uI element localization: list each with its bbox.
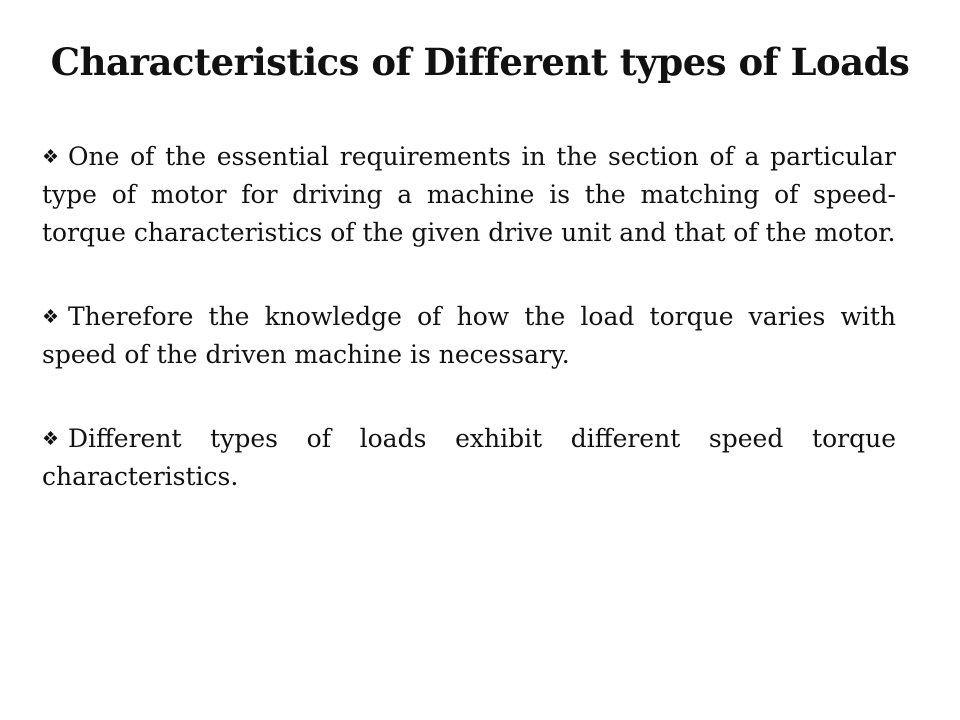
four-diamond-bullet-icon: ❖ [42,146,60,168]
bullet-item [42,298,896,374]
four-diamond-bullet-icon: ❖ [42,428,60,450]
bullet-text: One of the essential requirements in the section of a particular type of motor for driving a machine is the matching of speed-torque characteristics of the given drive unit and that of the motor. [42,142,896,247]
bullet-item [42,420,896,496]
bullet-list [42,138,896,496]
bullet-text: Different types of loads exhibit different speed torque characteristics. [42,424,896,491]
four-diamond-bullet-icon: ❖ [42,306,60,328]
bullet-item [42,138,896,252]
bullet-text: Therefore the knowledge of how the load torque varies with speed of the driven machine is necessary. [42,302,896,369]
slide-title: Characteristics of Different types of Loads [50,40,910,84]
